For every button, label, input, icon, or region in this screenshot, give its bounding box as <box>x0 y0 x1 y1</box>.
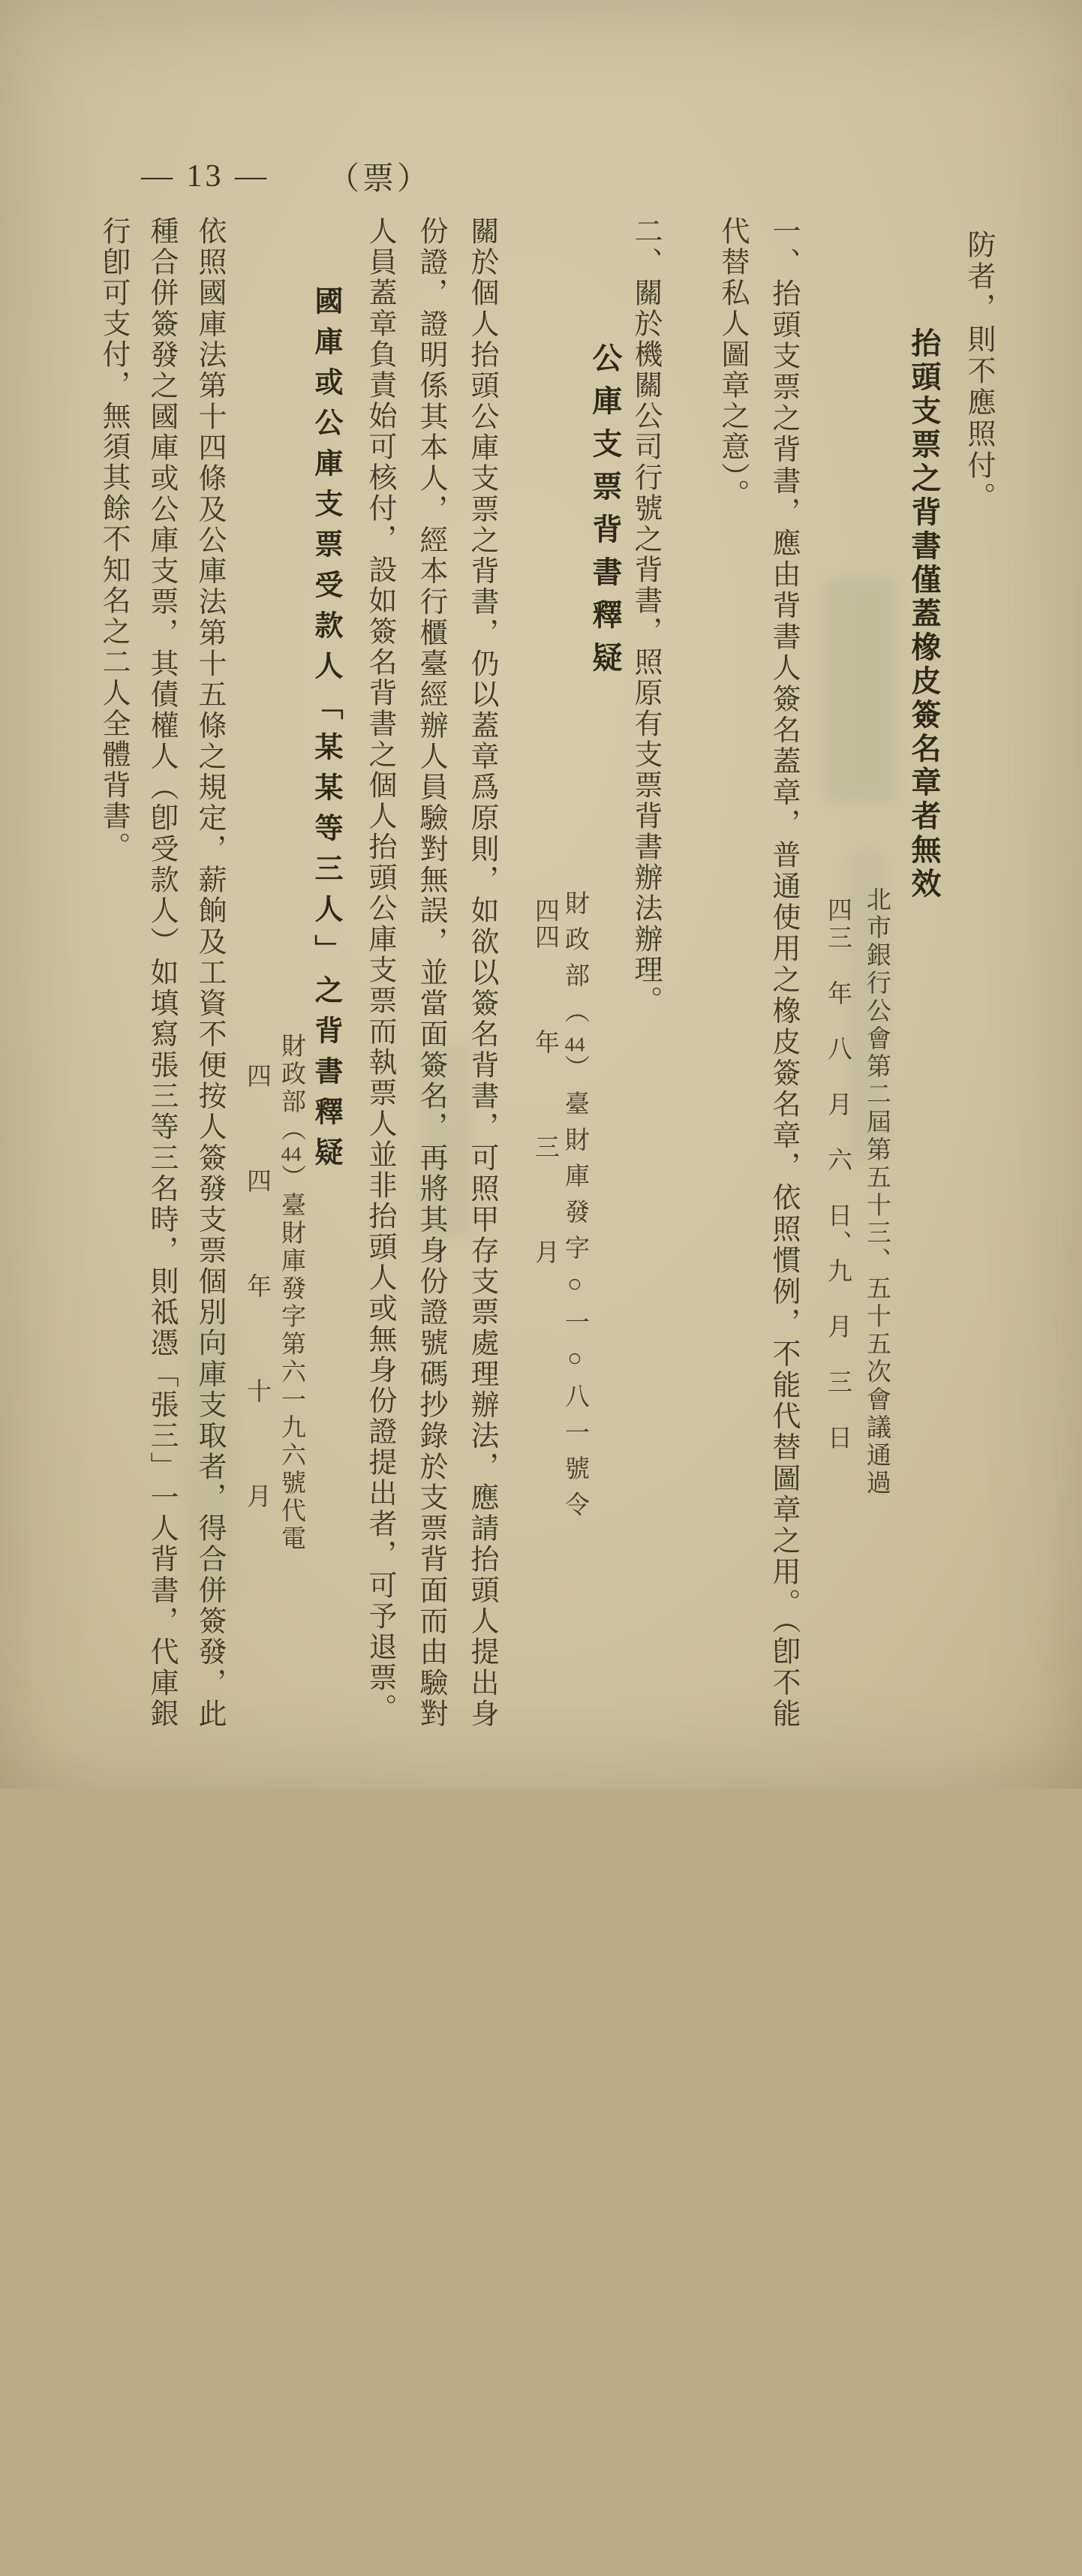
page-body <box>60 216 1005 1729</box>
section1-item1: 一、抬頭支票之背書，應由背書人簽名蓋章，普通使用之橡皮簽名章，依照慣例，不能代替圖章之用。（卽不能代替私人圖章之意）。 <box>717 216 799 1729</box>
section1-source-date: 四三 年 八 月 六 日、九 月 三 日 <box>824 897 851 1452</box>
section2-source-date: 四四 年 三 月 <box>531 898 558 1265</box>
section2-source <box>560 216 590 2403</box>
section3-source <box>274 216 308 2546</box>
section1-source-org: 北市銀行公會第二屆第五十三、五十五次會議通過 <box>863 886 890 1497</box>
section1-source <box>818 216 896 1729</box>
section1-item2: 二、關於機關公司行號之背書，照原有支票背書辦法辦理。 <box>630 216 661 1016</box>
category-marker: （票） <box>328 162 432 197</box>
section2-heading-group <box>530 216 620 1729</box>
section3-body: 依照國庫法第十四條及公庫法第十五條之規定，薪餉及工資不便按人簽發支票個別向庫支取者，得合併簽發，此種合併簽發之國庫或公庫支票，其債權人（卽受款人）如填寫張三等三名時，則祗憑「張三」一人背書，代庫銀行卽可支付，無須其餘不知名之二人全體背書。 <box>98 216 225 1729</box>
section3-source-number: 44 <box>281 1144 302 1164</box>
section2-body: 關於個人抬頭公庫支票之背書，仍以蓋章爲原則，如欲以簽名背書，可照甲存支票處理辦法，應請抬頭人提出身份證，證明係其本人，經本行櫃臺經辦人員驗對無誤，並當面簽名，再將其身份證號碼抄錄於支票背面而由驗對人員蓋章負責始可核付，設如簽名背書之個人抬頭公庫支票而執票人並非抬頭人或無身份證提出者，可予退票。 <box>364 216 497 1729</box>
section3-heading-group <box>239 216 343 1729</box>
page-header <box>141 150 431 203</box>
section2-source-suffix: ）臺財庫發字○一○八一號令 <box>561 1055 588 1527</box>
continuation-text: 防者，則不應照付。 <box>963 230 994 513</box>
page-number: — 13 — <box>141 159 269 194</box>
section2-source-prefix: 財政部（ <box>561 890 588 1034</box>
section2-title: 公庫支票背書釋疑 <box>588 342 622 685</box>
section3-source-prefix: 財政部（ <box>278 1033 305 1144</box>
section3-source-date: 四 四 年 十 月 <box>243 1063 270 1509</box>
section2-source-number: 44 <box>564 1034 585 1055</box>
section3-title: 國庫或公庫支票受款人「某某等三人」之背書釋疑 <box>310 286 341 1178</box>
section1-title: 抬頭支票之背書僅蓋橡皮簽名章者無效 <box>907 327 941 901</box>
section3-source-suffix: ）臺財庫發字第六一九六號代電 <box>278 1164 305 1553</box>
